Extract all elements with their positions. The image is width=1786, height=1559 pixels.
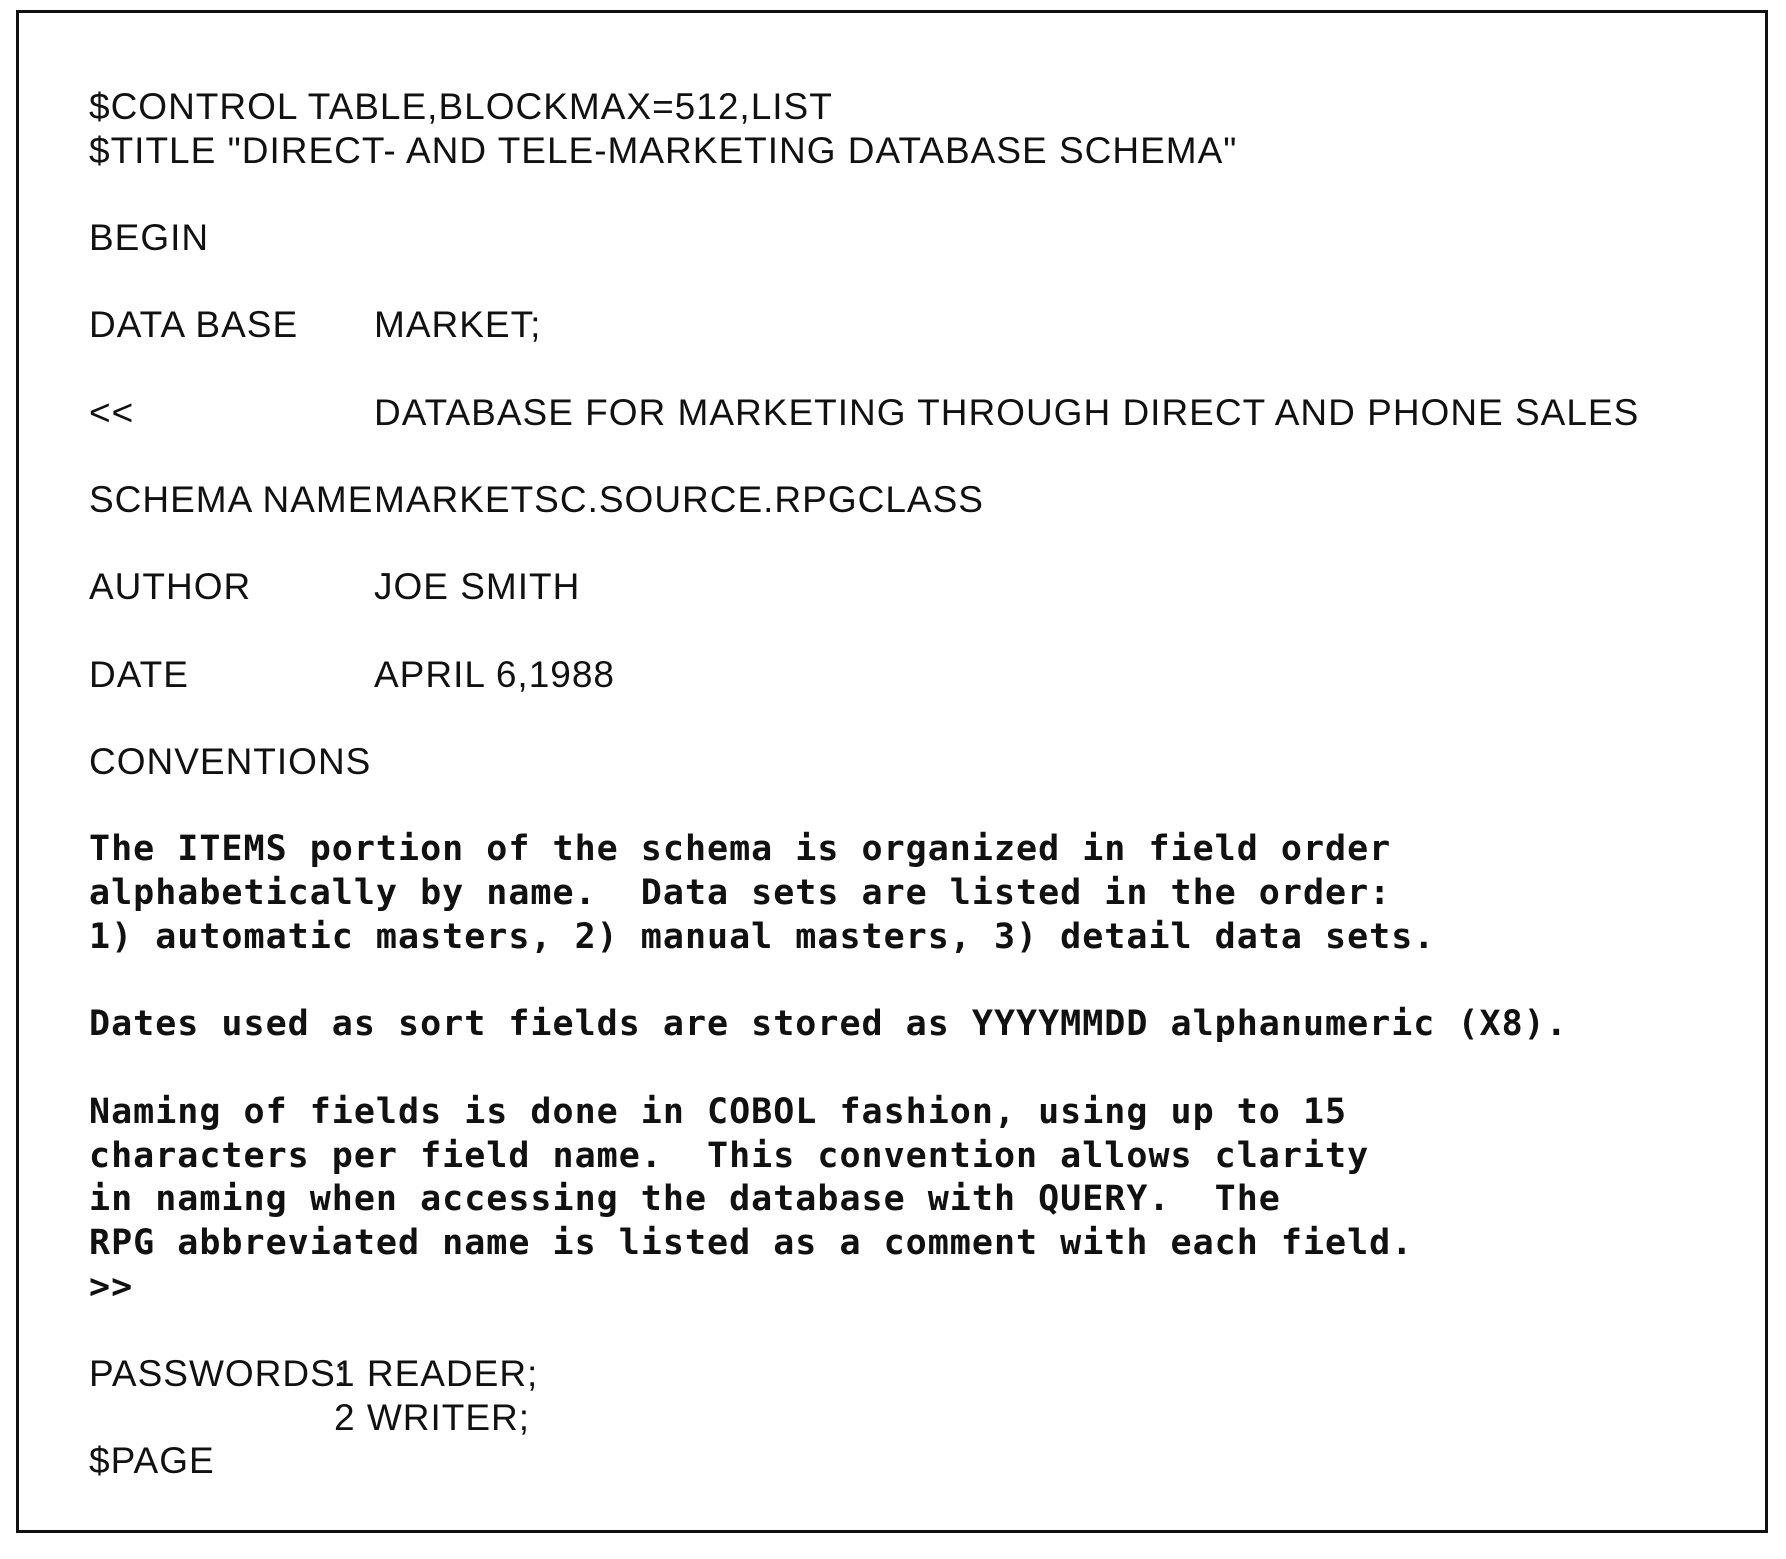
database-value: MARKET; [374, 304, 542, 345]
comment-open-text: DATABASE FOR MARKETING THROUGH DIRECT AND PHONE SALES [374, 392, 1640, 433]
conventions-p2-line1: Dates used as sort fields are stored as YYYYMMDD alphanumeric (X8). [89, 1004, 1568, 1044]
conventions-p3-line1: Naming of fields is done in COBOL fashion, using up to 15 [89, 1092, 1348, 1132]
schema-name-label: SCHEMA NAME [89, 479, 374, 520]
password-entry: 1 READER; [334, 1353, 539, 1394]
conventions-p1-line2: alphabetically by name. Data sets are listed in the order: [89, 873, 1392, 913]
page-directive: $PAGE [89, 1440, 215, 1481]
author-value: JOE SMITH [374, 566, 581, 607]
schema-name-line [89, 478, 984, 522]
author-label: AUTHOR [89, 566, 252, 607]
author-line [89, 565, 580, 609]
passwords-label: PASSWORDS: [89, 1353, 348, 1394]
database-line [89, 303, 541, 347]
passwords-line-1 [89, 1352, 538, 1396]
conventions-p3-line3: in naming when accessing the database with QUERY. The [89, 1179, 1281, 1219]
schema-name-value: MARKETSC.SOURCE.RPGCLASS [374, 479, 984, 520]
passwords-line-2 [89, 1396, 530, 1440]
password-entry: 2 WRITER; [334, 1397, 531, 1438]
conventions-p1-line3: 1) automatic masters, 2) manual masters, 3) detail data sets. [89, 917, 1436, 957]
date-value: APRIL 6,1988 [374, 654, 616, 695]
begin-keyword: BEGIN [89, 217, 210, 258]
comment-open-marker: << [89, 392, 135, 433]
listing-frame [16, 10, 1768, 1533]
conventions-p1-line1: The ITEMS portion of the schema is organized in field order [89, 829, 1392, 869]
comment-open-line [89, 391, 1639, 435]
date-label: DATE [89, 654, 189, 695]
date-line [89, 653, 615, 697]
title-line: $TITLE "DIRECT- AND TELE-MARKETING DATABASE SCHEMA" [89, 130, 1238, 171]
conventions-p3-line4: RPG abbreviated name is listed as a comment with each field. [89, 1223, 1414, 1263]
control-line: $CONTROL TABLE,BLOCKMAX=512,LIST [89, 86, 833, 127]
comment-close-marker: >> [89, 1267, 134, 1307]
database-label: DATA BASE [89, 304, 299, 345]
conventions-p3-line2: characters per field name. This convention allows clarity [89, 1136, 1370, 1176]
conventions-heading: CONVENTIONS [89, 741, 372, 782]
